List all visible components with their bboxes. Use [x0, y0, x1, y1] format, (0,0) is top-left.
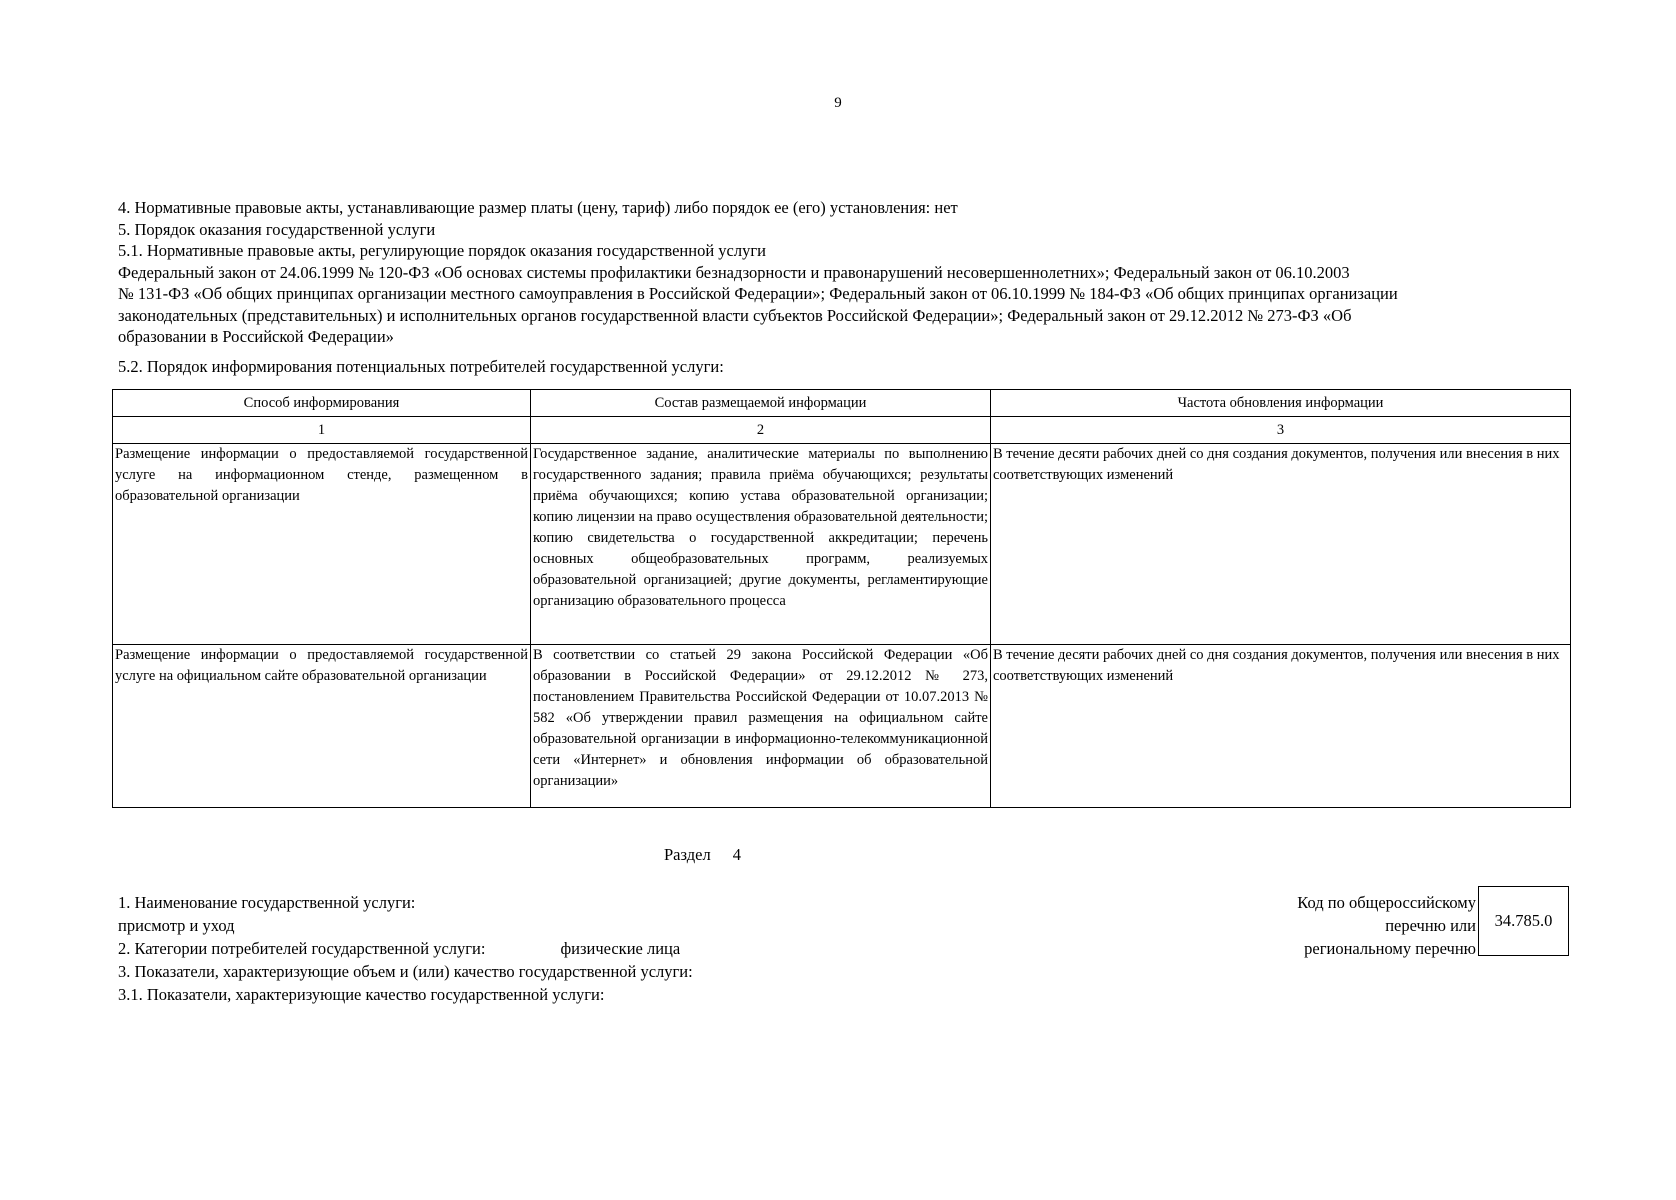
frequency-cell: В течение десяти рабочих дней со дня создания документов, получения или внесения в них соответствующих изменений [991, 444, 1571, 645]
legal-acts-fee-line: 4. Нормативные правовые акты, устанавливающие размер платы (цену, тариф) либо порядок ее (его) установления: нет [118, 198, 958, 217]
informing-caption: 5.2. Порядок информирования потенциальных потребителей государственной услуги: [118, 356, 724, 376]
content-cell: Государственное задание, аналитические материалы по выполнению государственного задания; правила приёма обучающихся; результаты приёма обучающихся; копию устава образовательной организации; копию лицензии на право осуществления образовательной деятельности; копию свидетельства о государственной аккредитации; перечень основных общеобразовательных программ, реализуемых образовательной организацией; другие документы, регламентирующие организацию образовательного процесса [531, 444, 991, 645]
service-name-value: присмотр и уход [118, 916, 235, 935]
code-label [1170, 891, 1476, 960]
quality-heading: 3.1. Показатели, характеризующие качество государственной услуги: [118, 985, 605, 1004]
method-cell: Размещение информации о предоставляемой государственной услуге на информационном стенде, размещенном в образовательной организации [113, 444, 531, 645]
consumers-value: физические лица [560, 939, 681, 958]
service-procedure-heading: 5. Порядок оказания государственной услуги [118, 219, 436, 239]
indicators-heading: 3. Показатели, характеризующие объем и (или) качество государственной услуги: [118, 962, 693, 981]
table-header-row [113, 390, 1571, 417]
intro-block [118, 197, 1558, 377]
column-number: 3 [991, 417, 1571, 444]
code-label-line: перечню или [1385, 916, 1476, 935]
column-number: 1 [113, 417, 531, 444]
frequency-cell: В течение десяти рабочих дней со дня создания документов, получения или внесения в них соответствующих изменений [991, 645, 1571, 808]
column-number: 2 [531, 417, 991, 444]
service-name-label: 1. Наименование государственной услуги: [118, 893, 416, 912]
laws-line-2: № 131-ФЗ «Об общих принципах организации местного самоуправления в Российской Федерации»; Федеральный закон от 06.10.1999 № 184-ФЗ «Об общих принципах организации [118, 284, 1398, 303]
laws-line-3: законодательных (представительных) и исполнительных органов государственной власти субъектов Российской Федерации»; Федеральный закон от 29.12.2012 № 273-ФЗ «Об [118, 305, 1352, 325]
service-code-box: 34.785.0 [1478, 886, 1569, 956]
consumers-label: 2. Категории потребителей государственной услуги: [118, 939, 486, 958]
service-block [118, 891, 1018, 1006]
content-cell: В соответствии со статьей 29 закона Российской Федерации «Об образовании в Российской Федерации» от 29.12.2012 № 273, постановлением Правительства Российской Федерации от 10.07.2013 № 582 «Об утверждении правил размещения на официальном сайте образовательной организации в информационно-телекоммуникационной сети «Интернет» и обновления информации об образовательной организации» [531, 645, 991, 808]
table-number-row [113, 417, 1571, 444]
laws-line-1: Федеральный закон от 24.06.1999 № 120-ФЗ «Об основах системы профилактики безнадзорности и правонарушений несовершеннолетних»; Федеральный закон от 06.10.2003 [118, 262, 1350, 282]
method-cell: Размещение информации о предоставляемой государственной услуге на официальном сайте образовательной организации [113, 645, 531, 808]
header-frequency: Частота обновления информации [991, 390, 1571, 417]
regulating-acts-heading: 5.1. Нормативные правовые акты, регулирующие порядок оказания государственной услуги [118, 241, 766, 260]
header-content: Состав размещаемой информации [531, 390, 991, 417]
table-row [113, 645, 1571, 808]
page-number: 9 [834, 95, 842, 111]
informing-table [112, 389, 1571, 808]
laws-line-4: образовании в Российской Федерации» [118, 327, 394, 346]
section-number: 4 [732, 845, 741, 864]
header-method: Способ информирования [113, 390, 531, 417]
section-heading [664, 845, 741, 865]
section-label: Раздел [664, 845, 711, 864]
code-label-line: Код по общероссийскому [1297, 893, 1476, 912]
consumers-line [118, 937, 1018, 960]
table-row [113, 444, 1571, 645]
code-label-line: региональному перечню [1304, 939, 1476, 958]
